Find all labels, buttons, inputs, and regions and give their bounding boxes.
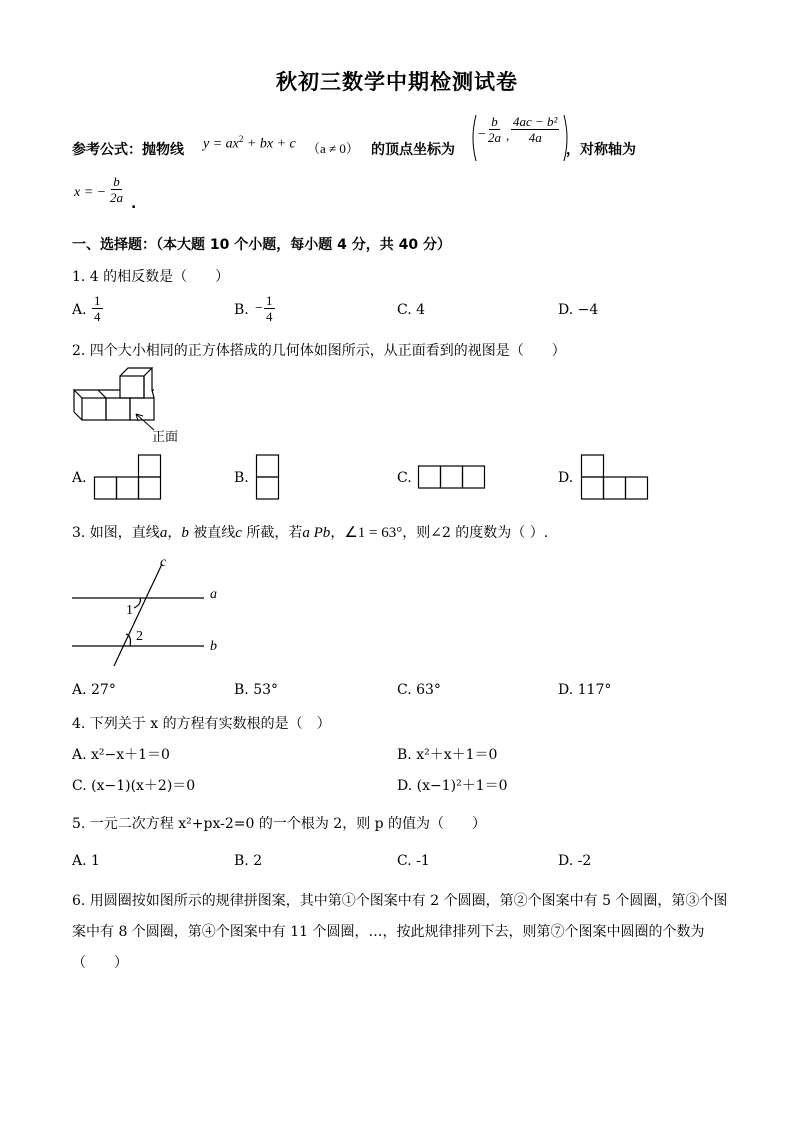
q2-front-label: 正面: [152, 430, 179, 445]
q1-option-b-fraction: [264, 293, 275, 324]
q3-stem-b: b: [181, 525, 189, 541]
q2-option-b-label[interactable]: B.: [234, 470, 249, 486]
q1-b-minus: −: [255, 301, 263, 316]
line-c: [114, 564, 162, 666]
q4-option-d[interactable]: D. (x−1)²＋1＝0: [397, 778, 508, 794]
q1-option-c[interactable]: C. 4: [397, 302, 426, 318]
q5-option-a[interactable]: A. 1: [72, 853, 100, 869]
q1-a-den: 4: [94, 309, 101, 324]
q3-stem-parallel: a Pb: [302, 525, 331, 541]
q3-option-b[interactable]: B. 53°: [234, 682, 279, 698]
q3-stem-part1: 3. 如图，直线: [72, 525, 160, 541]
q2-option-d-label[interactable]: D.: [558, 470, 574, 486]
q6-line-1: 6. 用圆圈按如图所示的规律拼图案，其中第①个图案中有 2 个圆圈，第②个图案中有 5 个圆圈，第③个图: [72, 893, 728, 909]
q3-stem: [72, 522, 548, 542]
axis-fraction: [108, 174, 125, 205]
q1-b-den: 4: [266, 309, 273, 324]
vy-num: 4ac − b²: [513, 114, 558, 129]
fig-label-1: 1: [126, 603, 133, 618]
q3-stem-c: c: [235, 525, 242, 541]
axis-num: b: [113, 174, 120, 189]
q1-option-a-fraction: [92, 293, 103, 324]
q4-option-b[interactable]: B. x²＋x＋1＝0: [397, 747, 498, 763]
q1-option-d[interactable]: D. −4: [558, 302, 599, 318]
q4-stem: 4. 下列关于 x 的方程有实数根的是（ ）: [72, 716, 331, 732]
eq-lhs: y = ax: [203, 136, 239, 152]
q2-option-c-label[interactable]: C.: [397, 470, 412, 486]
q3-stem-part4: 所截，若: [241, 525, 303, 541]
q4-option-a[interactable]: A. x²−x＋1＝0: [72, 747, 170, 763]
fig-label-b: b: [210, 639, 217, 654]
q5-option-c[interactable]: C. -1: [397, 853, 430, 869]
q1-option-a-label[interactable]: A.: [72, 302, 87, 318]
section-heading: 一、选择题：（本大题 10 个小题，每小题 4 分，共 40 分）: [72, 237, 451, 253]
q3-option-c[interactable]: C. 63°: [397, 682, 441, 698]
q3-stem-part6: ，则∠2 的度数为（ ）.: [402, 525, 549, 541]
formula-vertex-text: 的顶点坐标为: [371, 142, 455, 158]
q6-line-2: 案中有 8 个圆圈，第④个图案中有 11 个圆圈，…，按此规律排列下去，则第⑦个图案中圆圈的个数为: [72, 924, 705, 940]
q3-figure: [72, 552, 232, 670]
vy-den: 4a: [528, 130, 542, 145]
q3-stem-a: a: [159, 525, 168, 541]
q1-a-num: 1: [94, 293, 101, 308]
q1-b-num: 1: [266, 293, 273, 308]
q5-option-d[interactable]: D. -2: [558, 853, 592, 869]
axis-lhs: x = −: [74, 185, 107, 200]
formula-axis-text: ，对称轴为: [566, 142, 636, 158]
eq-square: 2: [238, 134, 244, 144]
page-title: 秋初三数学中期检测试卷: [276, 70, 518, 94]
q5-stem: 5. 一元二次方程 x²+px-2=0 的一个根为 2，则 p 的值为（ ）: [72, 816, 487, 832]
vertex-x-fraction: [486, 114, 503, 145]
fig-label-a: a: [210, 587, 217, 602]
q3-option-d[interactable]: D. 117°: [558, 682, 612, 698]
q2-option-d-view[interactable]: [581, 454, 651, 500]
formula-label: 参考公式：抛物线: [72, 142, 184, 158]
q2-option-b-view[interactable]: [256, 454, 282, 500]
q3-stem-angle: ∠1 = 63°: [344, 525, 403, 541]
q4-option-c[interactable]: C. (x−1)(x＋2)＝0: [72, 778, 196, 794]
axis-end: .: [131, 196, 137, 212]
vertex-comma: ,: [506, 128, 510, 143]
q3-option-a[interactable]: A. 27°: [72, 682, 116, 698]
q3-stem-part2: ，: [167, 525, 182, 541]
vx-den: 2a: [488, 130, 501, 145]
vertex-minus: −: [478, 127, 486, 142]
q2-option-c-view[interactable]: [418, 465, 488, 491]
q2-stem: 2. 四个大小相同的正方体搭成的几何体如图所示，从正面看到的视图是（ ）: [72, 343, 566, 359]
eq-rhs: + bx + c: [243, 136, 296, 152]
q3-stem-part5: ，: [330, 525, 345, 541]
formula-equation: [203, 134, 296, 153]
q5-option-b[interactable]: B. 2: [234, 853, 263, 869]
formula-condition: （a ≠ 0）: [307, 141, 359, 156]
q1-stem: 1. 4 的相反数是（ ）: [72, 269, 230, 285]
q6-line-3: （ ）: [72, 955, 128, 971]
q3-stem-part3: 被直线: [188, 525, 236, 541]
vertex-y-fraction: [511, 114, 559, 145]
q2-option-a-label[interactable]: A.: [72, 470, 87, 486]
vx-num: b: [491, 114, 498, 129]
fig-label-c: c: [160, 555, 167, 570]
angle-1-arc: [134, 598, 140, 608]
q1-option-b-label[interactable]: B.: [234, 302, 249, 318]
fig-label-2: 2: [136, 629, 143, 644]
axis-den: 2a: [110, 190, 123, 205]
q2-option-a-view[interactable]: [94, 454, 164, 500]
